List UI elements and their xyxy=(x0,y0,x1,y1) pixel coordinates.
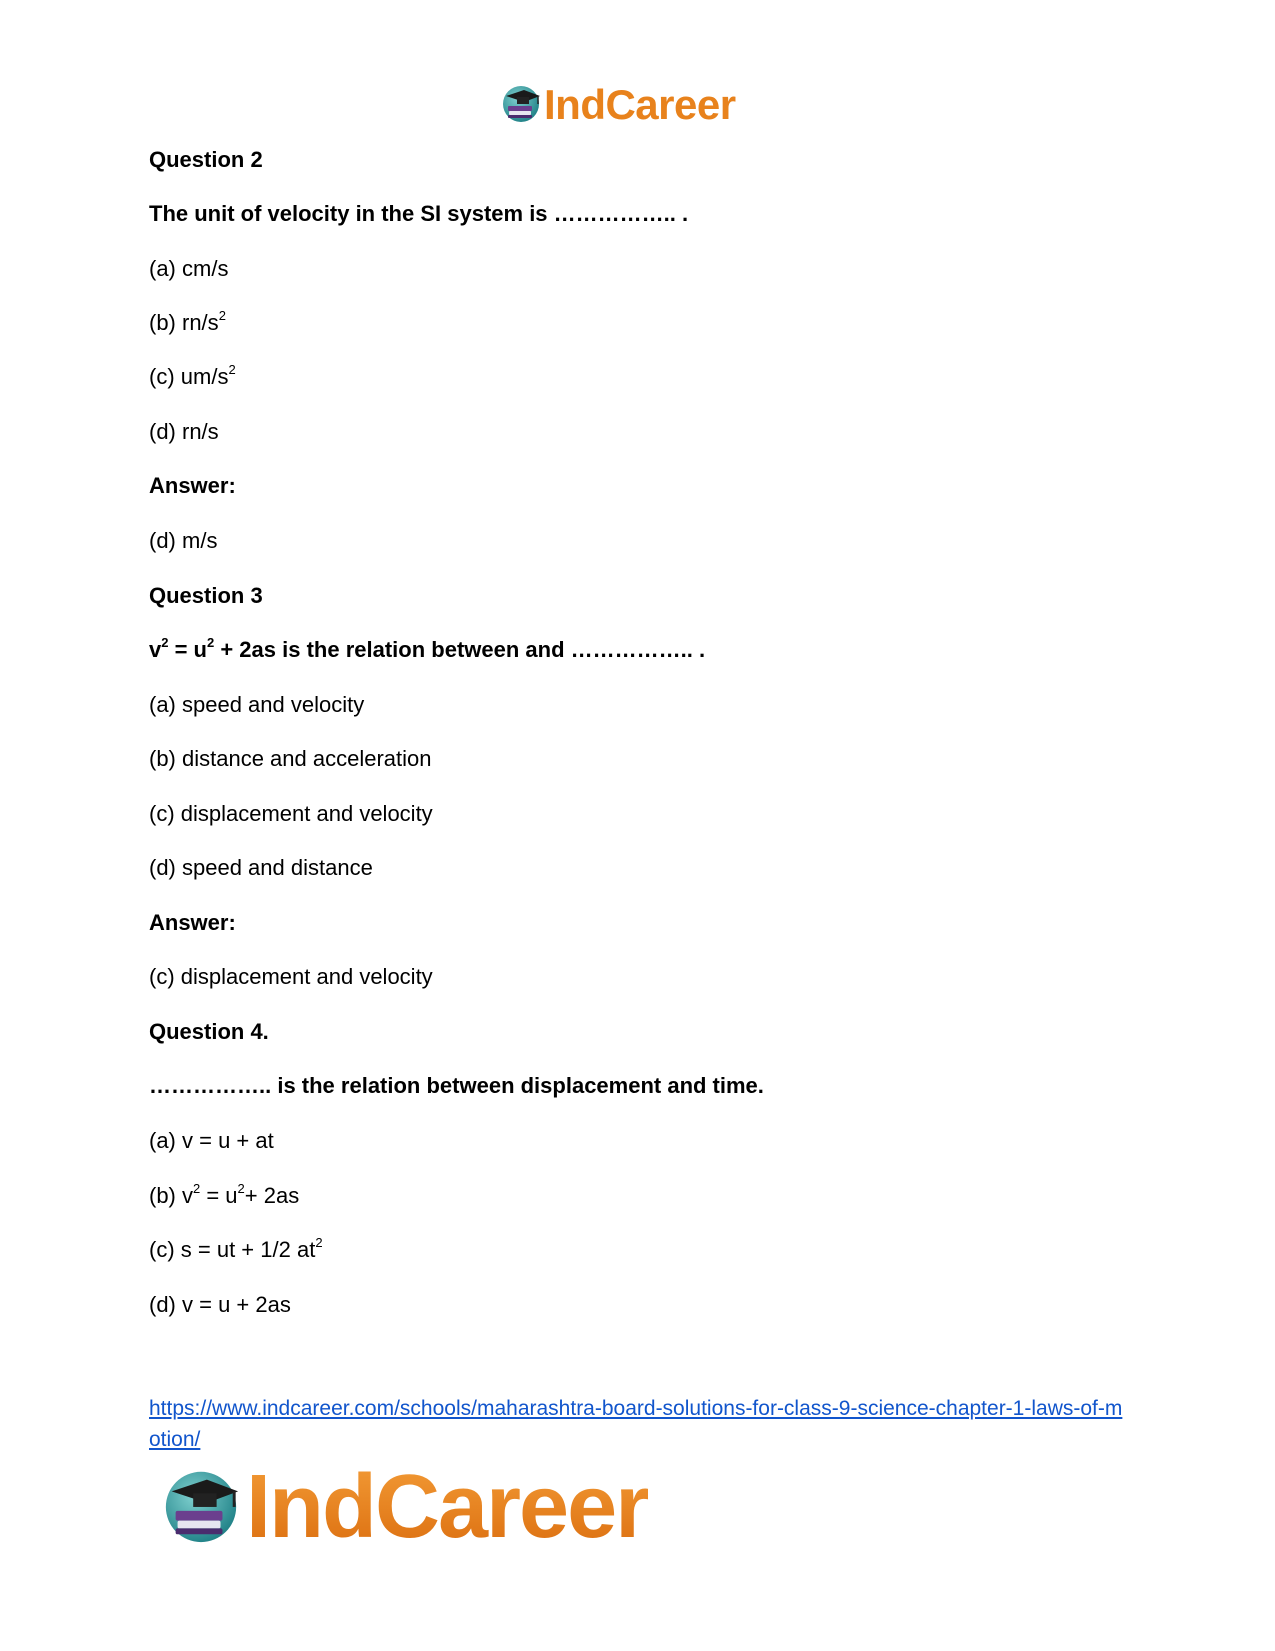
superscript: 2 xyxy=(207,634,215,650)
superscript: 2 xyxy=(161,634,169,650)
question-3-option-b: (b) distance and acceleration xyxy=(149,746,432,771)
question-2-answer: (d) m/s xyxy=(149,528,218,553)
question-3-option-a: (a) speed and velocity xyxy=(149,692,365,717)
question-3-option-c: (c) displacement and velocity xyxy=(149,801,433,826)
option-text: + 2as xyxy=(244,1183,300,1208)
header-logo xyxy=(500,80,736,130)
question-2-title: Question 2 xyxy=(149,147,263,172)
question-2-option-a: (a) cm/s xyxy=(149,256,229,281)
question-4-option-c xyxy=(149,1234,323,1263)
question-3-title: Question 3 xyxy=(149,583,263,608)
superscript: 2 xyxy=(315,1234,323,1250)
question-2-prompt: The unit of velocity in the SI system is …………….. . xyxy=(149,201,689,226)
question-4-prompt: …………….. is the relation between displacement and time. xyxy=(149,1073,764,1098)
superscript: 2 xyxy=(228,361,236,377)
question-2-answer-label: Answer: xyxy=(149,473,236,498)
footer-logo xyxy=(160,1457,649,1557)
question-2-option-d: (d) rn/s xyxy=(149,419,219,444)
question-3-answer-label: Answer: xyxy=(149,910,236,935)
prompt-text: = u xyxy=(168,637,207,662)
option-text: (b) rn/s xyxy=(149,310,219,335)
graduation-cap-books-icon xyxy=(160,1464,242,1551)
option-text: = u xyxy=(200,1183,238,1208)
superscript: 2 xyxy=(237,1180,245,1196)
question-3-prompt xyxy=(149,634,706,663)
superscript: 2 xyxy=(218,307,226,323)
prompt-text: v xyxy=(149,637,162,662)
question-2-option-b xyxy=(149,307,226,336)
header-logo-text: IndCareer xyxy=(544,81,736,128)
superscript: 2 xyxy=(193,1180,201,1196)
option-text: (c) s = ut + 1/2 at xyxy=(149,1237,316,1262)
option-text: (b) v xyxy=(149,1183,193,1208)
question-4-option-b xyxy=(149,1180,300,1209)
question-4-option-d: (d) v = u + 2as xyxy=(149,1292,291,1317)
prompt-text: + 2as is the relation between and …………….. . xyxy=(214,637,706,662)
question-4-title: Question 4. xyxy=(149,1019,269,1044)
question-4-option-a: (a) v = u + at xyxy=(149,1128,274,1153)
option-text: (c) um/s xyxy=(149,364,229,389)
source-url-link[interactable]: https://www.indcareer.com/schools/maharashtra-board-solutions-for-class-9-science-chapter-1-laws-of-motion/ xyxy=(149,1397,1123,1451)
graduation-cap-books-icon xyxy=(500,82,542,129)
footer-logo-text: IndCareer xyxy=(246,1457,649,1557)
question-2-option-c xyxy=(149,361,236,390)
question-3-option-d: (d) speed and distance xyxy=(149,855,373,880)
question-3-answer: (c) displacement and velocity xyxy=(149,964,433,989)
